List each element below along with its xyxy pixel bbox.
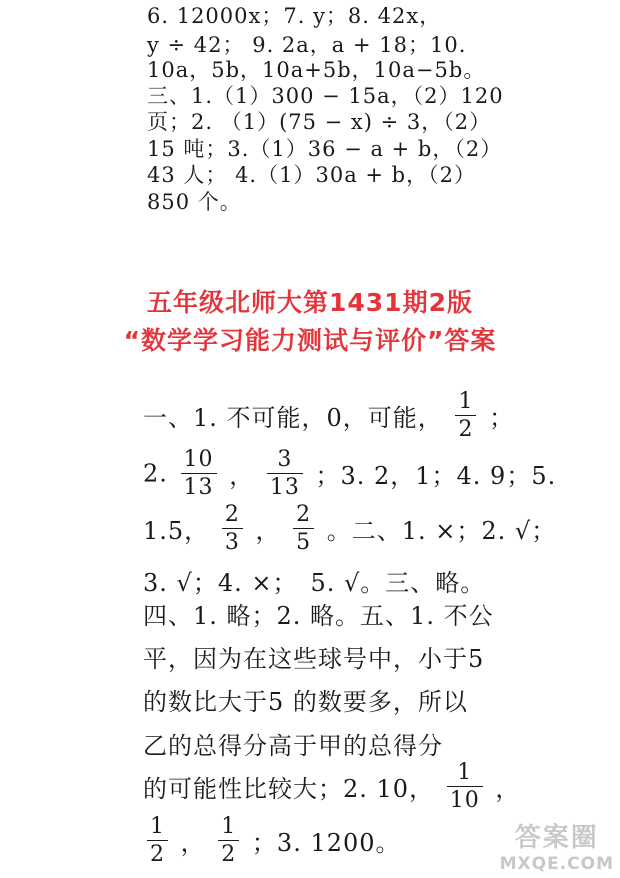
answer-line-6: 平，因为在这些球号中，小于5 <box>143 645 485 673</box>
fraction-denominator: 2 <box>221 842 237 868</box>
fraction-numerator: 10 <box>183 447 214 472</box>
fraction-numerator: 1 <box>150 814 165 839</box>
watermark <box>500 817 614 874</box>
answer-line-8: 乙的总得分高于甲的总得分 <box>143 732 443 760</box>
answer-text: 2. <box>143 459 168 488</box>
answer-line-2 <box>143 448 556 500</box>
fraction-1-2 <box>218 815 239 866</box>
answer-line-3 <box>143 503 556 555</box>
fraction-denominator: 13 <box>269 475 300 501</box>
answer-text: ， <box>255 517 281 546</box>
top-line-4: 三、1.（1）300 − 15a，（2）120 <box>147 84 504 108</box>
fraction-1-10 <box>447 761 483 812</box>
top-line-8: 850 个。 <box>147 190 242 214</box>
top-line-3: 10a，5b，10a+5b，10a−5b。 <box>147 58 486 82</box>
fraction-10-13 <box>181 448 217 499</box>
answer-text: ； <box>489 404 515 433</box>
fraction-denominator: 3 <box>224 530 240 556</box>
fraction-2-3 <box>222 503 243 554</box>
watermark-url: MXQE.COM <box>499 854 614 874</box>
answer-text: 一、1. 不可能，0，可能， <box>143 404 443 433</box>
fraction-numerator: 1 <box>457 760 473 785</box>
fraction-numerator: 1 <box>221 814 237 839</box>
answer-text: ；3. 1200。 <box>251 829 401 858</box>
answer-text: ， <box>229 462 255 491</box>
watermark-logo-text: 答案圈 <box>514 823 599 853</box>
fraction-numerator: 2 <box>224 502 240 527</box>
answer-line-5: 四、1. 略；2. 略。五、1. 不公 <box>143 602 494 630</box>
top-line-6: 15 吨；3.（1）36 − a + b，（2） <box>147 137 503 161</box>
answer-text: ；3. 2，1；4. 9；5. <box>315 462 557 491</box>
fraction-numerator: 1 <box>458 389 474 414</box>
answer-line-9 <box>143 761 520 813</box>
answer-text: 。二、1. ×；2. √； <box>326 517 557 546</box>
answer-text: ， <box>495 775 521 804</box>
fraction-1-2 <box>455 390 476 441</box>
top-line-2: y ÷ 42； 9. 2a，a + 18；10. <box>147 33 467 57</box>
answer-text: 1.5， <box>143 517 210 546</box>
top-line-7: 43 人； 4.（1）30a + b，（2） <box>147 163 476 187</box>
top-line-5: 页；2. （1）(75 − x) ÷ 3，（2） <box>147 110 492 134</box>
fraction-denominator: 13 <box>183 475 214 501</box>
top-line-1: 6. 12000x；7. y；8. 42x， <box>147 4 442 28</box>
fraction-denominator: 2 <box>150 842 165 868</box>
answer-line-7: 的数比大于5 的数要多，所以 <box>143 688 468 716</box>
answer-line-1 <box>143 390 514 442</box>
fraction-denominator: 10 <box>449 788 480 814</box>
fraction-denominator: 2 <box>458 417 474 443</box>
fraction-numerator: 2 <box>296 502 312 527</box>
answer-line-10 <box>143 815 401 867</box>
fraction-1-2 <box>147 815 168 866</box>
answer-text: ， <box>180 829 206 858</box>
answer-text: 的可能性比较大；2. 10， <box>143 775 435 804</box>
fraction-2-5 <box>293 503 314 554</box>
section-title-line-2: “数学学习能力测试与评价”答案 <box>123 326 497 355</box>
fraction-3-13 <box>267 448 303 499</box>
fraction-denominator: 5 <box>296 530 312 556</box>
fraction-numerator: 3 <box>277 447 293 472</box>
answer-line-4: 3. √；4. ×； 5. √。三、略。 <box>143 569 486 597</box>
section-title-line-1: 五年级北师大第1431期2版 <box>147 288 473 317</box>
